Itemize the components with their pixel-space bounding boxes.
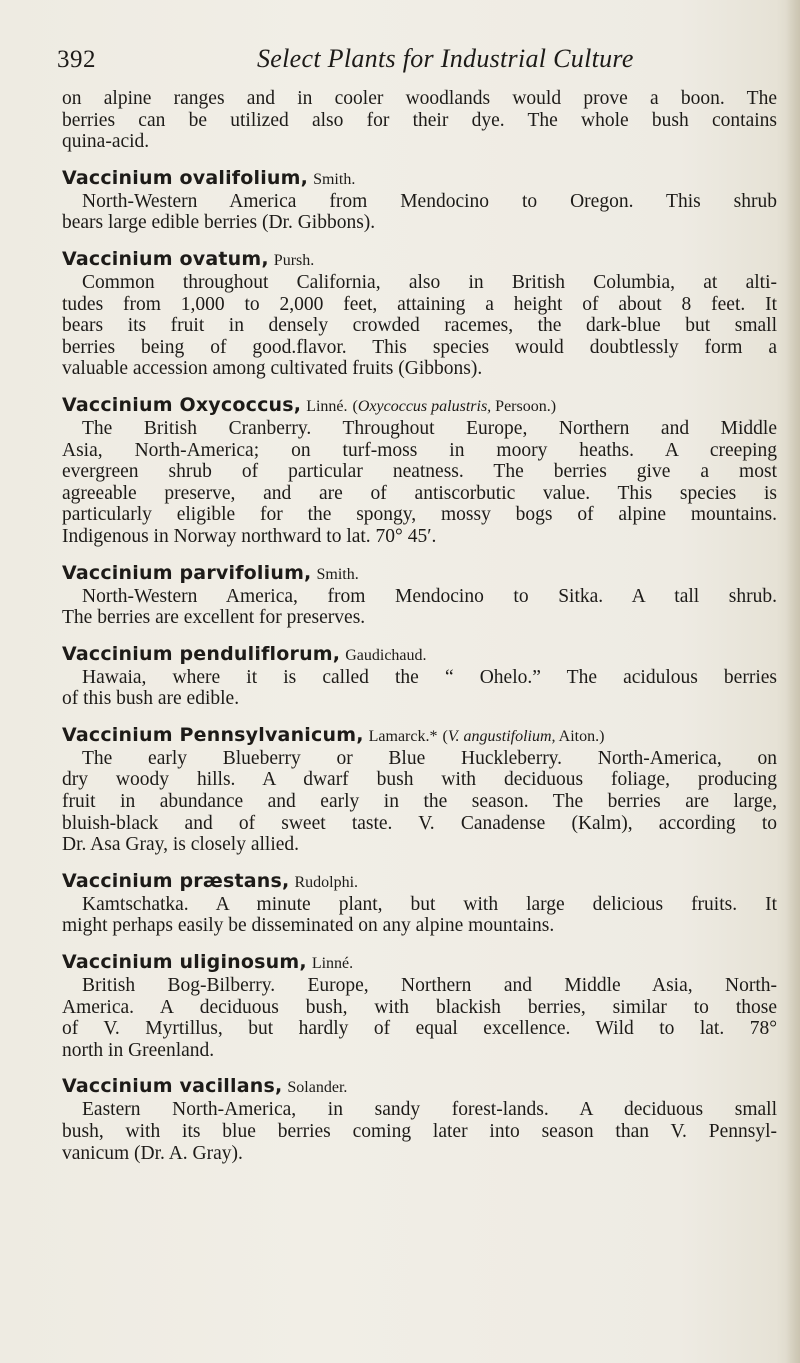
text-line: The berries are excellent for preserves. — [62, 607, 366, 629]
text-line: quina-acid. — [62, 131, 150, 153]
text-line: bush, with its blue berries coming later into season than V. Pennsyl- — [62, 1121, 777, 1142]
text-line: north in Greenland. — [62, 1039, 215, 1061]
species-name: Vaccinium ovalifolium, — [62, 166, 309, 189]
species-authority: Smith. — [316, 565, 359, 583]
text-line: berries being of good.flavor. This species would doubtlessly form a — [62, 336, 777, 358]
text-line: Asia, North-America; on turf-moss in moory heaths. A creeping — [62, 439, 777, 461]
species-entries — [62, 165, 777, 1164]
species-entry — [62, 722, 777, 856]
page-number: 392 — [57, 46, 96, 73]
text-line: Dr. Asa Gray, is closely allied. — [62, 834, 300, 856]
species-authority: Solander. — [287, 1079, 348, 1097]
species-synonym: (Oxycoccus palustris, Persoon.) — [352, 397, 557, 415]
text-line: Kamtschatka. A minute plant, but with large delicious fruits. It — [82, 893, 777, 915]
running-title: Select Plants for Industrial Culture — [257, 44, 634, 73]
text-line: America. A deciduous bush, with blackish berries, similar to those — [62, 996, 777, 1018]
species-authority: Gaudichaud. — [345, 646, 427, 664]
species-name: Vaccinium parvifolium, — [62, 561, 312, 584]
species-name: Vaccinium ovatum, — [62, 247, 269, 270]
running-head — [0, 44, 800, 84]
species-heading — [62, 868, 777, 894]
text-line: bears its fruit in densely crowded racemes, the dark-blue but small — [62, 315, 777, 337]
synonym-authority: Persoon.) — [495, 397, 557, 415]
intro-paragraph — [62, 88, 777, 153]
text-line: vanicum (Dr. A. Gray). — [62, 1142, 243, 1164]
text-line: of V. Myrtillus, but hardly of equal excellence. Wild to lat. 78° — [62, 1018, 777, 1040]
text-line: might perhaps easily be disseminated on any alpine mountains. — [62, 915, 555, 937]
text-line: agreeable preserve, and are of antiscorbutic value. This species is — [62, 482, 777, 504]
species-name: Vaccinium Oxycoccus, — [62, 393, 302, 416]
text-line: berries can be utilized also for their dye. The whole bush contains — [62, 109, 777, 131]
text-line: evergreen shrub of particular neatness. The berries give a most — [62, 461, 777, 483]
species-entry — [62, 392, 777, 548]
text-line: Indigenous in Norway northward to lat. 70° 45′. — [62, 525, 437, 547]
species-entry — [62, 246, 777, 380]
text-line: fruit in abundance and early in the season. The berries are large, — [62, 791, 777, 813]
species-heading — [62, 949, 777, 975]
text-line: British Bog-Bilberry. Europe, Northern and Middle Asia, North- — [82, 975, 777, 997]
species-heading — [62, 1073, 777, 1099]
species-name: Vaccinium Pennsylvanicum, — [62, 723, 364, 746]
text-line: bears large edible berries (Dr. Gibbons). — [62, 212, 376, 234]
text-line: The early Blueberry or Blue Huckleberry. North-America, on — [82, 747, 777, 769]
species-entry — [62, 560, 777, 629]
species-entry — [62, 868, 777, 937]
page-edge-shadow — [786, 0, 800, 1363]
species-synonym: (V. angustifolium, Aiton.) — [442, 727, 605, 745]
synonym-name: V. angustifolium, — [447, 727, 556, 745]
text-line: tudes from 1,000 to 2,000 feet, attaining a height of about 8 feet. It — [62, 293, 777, 315]
species-authority: Pursh. — [273, 251, 315, 269]
body-text — [62, 88, 777, 1164]
species-authority: Linné. — [306, 397, 348, 415]
text-line: North-Western America, from Mendocino to Sitka. A tall shrub. — [82, 585, 777, 607]
species-heading — [62, 392, 777, 418]
species-authority: Linné. — [311, 955, 354, 973]
species-name: Vaccinium uliginosum, — [62, 951, 307, 974]
species-heading — [62, 641, 777, 667]
text-line: particularly eligible for the spongy, mossy bogs of alpine mountains. — [62, 504, 777, 526]
synonym-authority: Aiton.) — [558, 727, 605, 745]
species-authority: Smith. — [313, 170, 356, 188]
text-line: bluish-black and of sweet taste. V. Canadense (Kalm), according to — [62, 812, 777, 834]
species-authority: Lamarck.* — [368, 727, 438, 745]
synonym-name: Oxycoccus palustris, — [357, 397, 492, 415]
text-line: Common throughout California, also in British Columbia, at alti- — [82, 271, 777, 293]
text-line: on alpine ranges and in cooler woodlands would prove a boon. The — [62, 88, 777, 109]
species-heading — [62, 165, 777, 191]
species-name: Vaccinium penduliflorum, — [62, 642, 341, 665]
text-line: North-Western America from Mendocino to Oregon. This shrub — [82, 190, 777, 212]
species-name: Vaccinium vacillans, — [62, 1075, 283, 1098]
text-line: The British Cranberry. Throughout Europe, Northern and Middle — [82, 417, 777, 439]
text-line: of this bush are edible. — [62, 688, 240, 710]
text-line: dry woody hills. A dwarf bush with deciduous foliage, producing — [62, 769, 777, 791]
species-heading — [62, 560, 777, 586]
text-line: valuable accession among cultivated fruits (Gibbons). — [62, 358, 483, 380]
species-heading — [62, 246, 777, 272]
species-entry — [62, 165, 777, 234]
species-entry — [62, 641, 777, 710]
text-line: Hawaia, where it is called the “ Ohelo.” The acidulous berries — [82, 666, 777, 688]
species-entry — [62, 949, 777, 1061]
text-line: Eastern North-America, in sandy forest-lands. A deciduous small — [82, 1099, 777, 1121]
species-entry — [62, 1073, 777, 1164]
species-authority: Rudolphi. — [294, 873, 359, 891]
species-heading — [62, 722, 777, 748]
species-name: Vaccinium præstans, — [62, 869, 290, 892]
